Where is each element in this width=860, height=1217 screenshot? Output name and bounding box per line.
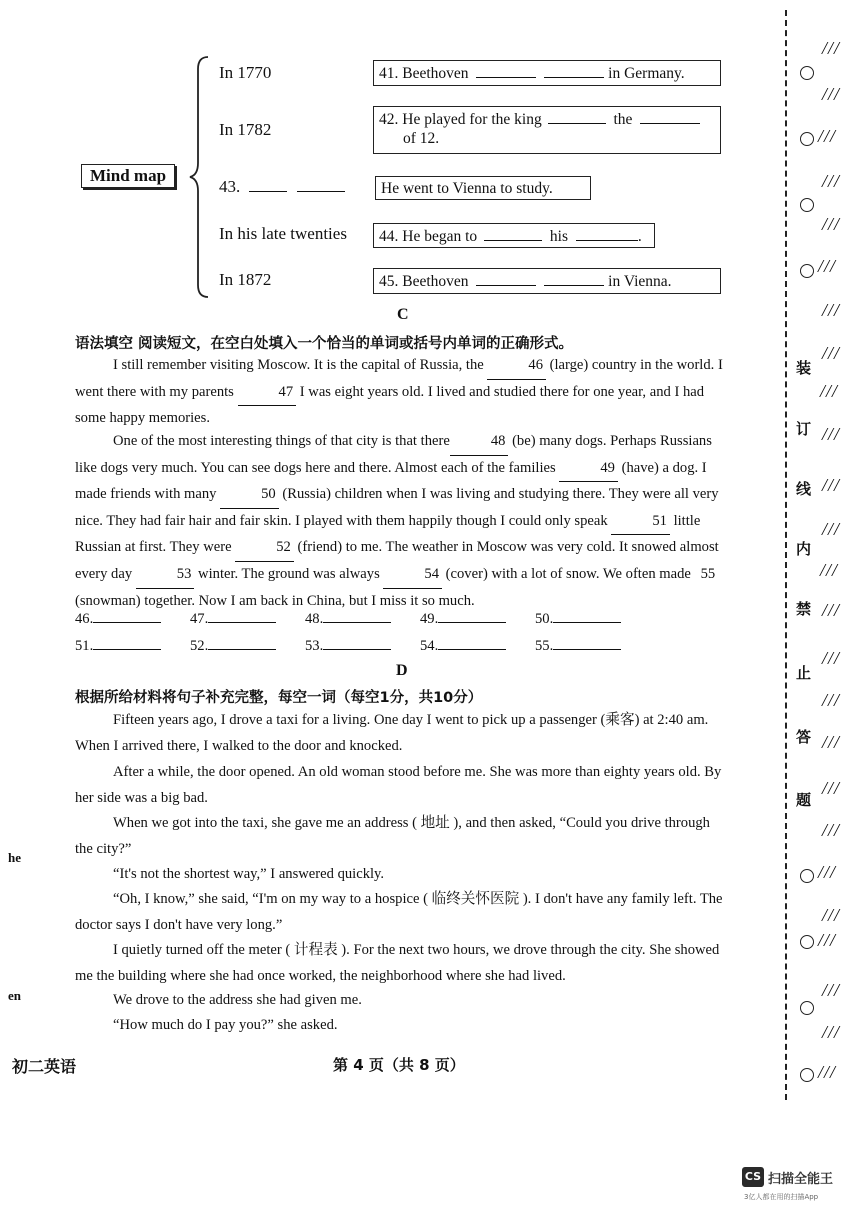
blank-51[interactable]: 51 — [611, 509, 670, 536]
box-text: 45. Beethoven — [379, 273, 469, 290]
hatch-mark: /// — [822, 648, 841, 668]
hatch-mark: /// — [822, 300, 841, 320]
blank-41a[interactable] — [476, 63, 536, 78]
hatch-mark: /// — [822, 778, 841, 798]
answer-52[interactable]: 52. — [190, 637, 305, 655]
mind-map-box-45 — [373, 268, 721, 294]
margin-char: 线 — [796, 480, 812, 498]
margin-char: 答 — [796, 728, 812, 746]
binding-hole-circle — [800, 132, 814, 146]
blank-43a[interactable] — [249, 177, 287, 192]
hatch-mark: /// — [822, 171, 841, 191]
box-text: 42. He played for the king — [379, 111, 542, 128]
blank-45b[interactable] — [544, 271, 604, 286]
binding-hole-circle — [800, 869, 814, 883]
hatch-mark: /// — [822, 820, 841, 840]
section-d-paragraph-3: When we got into the taxi, she gave me an address ( 地址 ), and then asked, “Could you drive through the city?” — [75, 815, 710, 857]
binding-hole-circle — [800, 66, 814, 80]
hatch-mark: /// — [822, 905, 841, 925]
blank-44b[interactable] — [576, 226, 638, 241]
blank-54[interactable]: 54 — [383, 562, 442, 589]
mind-map-box-44: 44. He began to his . — [373, 223, 655, 248]
edge-fragment: en — [8, 988, 21, 1003]
section-d-paragraph-2: After a while, the door opened. An old woman stood before me. She was more than eighty years old. By her side was a big bad. — [75, 764, 722, 806]
blank-42b[interactable] — [640, 109, 700, 124]
section-d-paragraph-6: I quietly turned off the meter ( 计程表 ). For the next two hours, we drove through the city. She showed me the building where she had once worked, the neighborhood where she had lived. — [75, 942, 720, 984]
margin-char: 内 — [796, 540, 812, 558]
mind-map-label: Mind map — [81, 164, 175, 188]
hatch-mark: /// — [822, 980, 841, 1000]
margin-char: 题 — [796, 791, 812, 809]
hatch-mark: /// — [818, 126, 837, 146]
binding-hole-circle — [800, 1068, 814, 1082]
box-text: in Germany. — [608, 65, 685, 82]
binding-line — [785, 10, 787, 1100]
mind-map-box-41 — [373, 60, 721, 86]
answer-53[interactable]: 53. — [305, 637, 420, 655]
blank-49[interactable]: 49 — [559, 456, 618, 483]
scanner-app-name: 扫描全能王 — [768, 1172, 834, 1187]
hatch-mark: /// — [820, 381, 839, 401]
box-text: his — [549, 228, 568, 245]
answer-51[interactable]: 51. — [75, 637, 190, 655]
hatch-mark: /// — [822, 475, 841, 495]
section-c-letter: C — [397, 306, 409, 323]
box-text: of 12. — [403, 130, 440, 147]
blank-52[interactable]: 52 — [235, 535, 294, 562]
section-c-instruction: 语法填空 阅读短文，在空白处填入一个恰当的单词或括号内单词的正确形式。 — [75, 336, 574, 352]
hatch-mark: /// — [822, 424, 841, 444]
section-d-instruction: 根据所给材料将句子补充完整，每空一词（每空1分，共10分） — [75, 690, 483, 706]
blank-50[interactable]: 50 — [220, 482, 279, 509]
section-d-paragraph-7: We drove to the address she had given me. — [113, 992, 362, 1008]
blank-47[interactable]: 47 — [238, 380, 297, 407]
mind-map-brace — [188, 55, 210, 300]
hatch-mark: /// — [822, 84, 841, 104]
hatch-mark: /// — [818, 862, 837, 882]
hatch-mark: /// — [822, 214, 841, 234]
hatch-mark: /// — [822, 519, 841, 539]
answer-48[interactable]: 48. — [305, 610, 420, 628]
section-d-paragraph-5: “Oh, I know,” she said, “I'm on my way to a hospice ( 临终关怀医院 ). I don't have any family left. The doctor says I don't have very long.” — [75, 891, 723, 933]
answer-47[interactable]: 47. — [190, 610, 305, 628]
hatch-mark: /// — [822, 600, 841, 620]
box-text: 41. Beethoven — [379, 65, 469, 82]
mind-map-time-4: In his late twenties — [219, 224, 347, 243]
section-d-letter: D — [396, 662, 408, 679]
blank-41b[interactable] — [544, 63, 604, 78]
hatch-mark: /// — [822, 690, 841, 710]
margin-char: 装 — [796, 359, 812, 377]
section-c-paragraph-1: I still remember visiting Moscow. It is the capital of Russia, the 46 (large) country in the world. I went there with my parents 47 I was eight years old. I lived and studied there for one year, and I had some happy memories. — [75, 353, 727, 432]
mind-map-time-1: In 1770 — [219, 63, 272, 82]
hatch-mark: /// — [820, 560, 839, 580]
answer-55[interactable]: 55. — [535, 637, 650, 655]
blank-43b[interactable] — [297, 177, 345, 192]
margin-char: 止 — [796, 664, 812, 682]
mind-map-box-42 — [373, 106, 721, 154]
edge-fragment: he — [8, 850, 21, 865]
answer-54[interactable]: 54. — [420, 637, 535, 655]
binding-hole-circle — [800, 198, 814, 212]
box-text: in Vienna. — [608, 273, 672, 290]
section-c-paragraph-2: One of the most interesting things of that city is that there 48 (be) many dogs. Perhaps Russians like dogs very much. You can see dogs here and there. Almost each of the families 49 (have) a dog. I made friends with many 50 (Russia) children when I was living and studying there. They were all very nice. They had fair hair and fair skin. I played with them happily though I could only speak 51 little Russian at first. They were 52 (friend) to me. The weather in Moscow was very cold. It snowed almost every day 53 winter. The ground was always 54 (cover) with a lot of snow. We often made 55 (snowman) together. Now I am back in China, but I miss it so much. — [75, 429, 727, 614]
binding-hole-circle — [800, 264, 814, 278]
mind-map-box-43 — [375, 176, 591, 200]
answer-46[interactable]: 46. — [75, 610, 190, 628]
margin-char: 禁 — [796, 600, 812, 618]
hatch-mark: /// — [818, 256, 837, 276]
blank-45a[interactable] — [476, 271, 536, 286]
footer-subject: 初二英语 — [12, 1057, 77, 1076]
blank-55[interactable]: 55 — [700, 565, 716, 582]
box-text: He went to Vienna to study. — [381, 180, 553, 197]
box-text: 44. He began to — [379, 228, 478, 245]
blank-42a[interactable] — [548, 109, 606, 124]
mind-map-time-2: In 1782 — [219, 120, 272, 139]
section-d-paragraph-1: Fifteen years ago, I drove a taxi for a living. One day I went to pick up a passenger (乘客) at 2:40 am. When I arrived there, I walked to the door and knocked. — [75, 712, 709, 754]
hatch-mark: /// — [818, 1062, 837, 1082]
section-d-paragraph-4: “It's not the shortest way,” I answered quickly. — [113, 866, 385, 882]
box-text: the — [613, 111, 633, 128]
margin-char: 订 — [796, 420, 812, 438]
binding-hole-circle — [800, 935, 814, 949]
binding-hole-circle — [800, 1001, 814, 1015]
answer-row-2 — [75, 637, 650, 655]
hatch-mark: /// — [822, 1022, 841, 1042]
mind-map-time-5: In 1872 — [219, 270, 272, 289]
answer-49[interactable]: 49. — [420, 610, 535, 628]
section-d-paragraph-8: “How much do I pay you?” she asked. — [113, 1017, 338, 1033]
blank-46[interactable]: 46 — [487, 353, 546, 380]
blank-53[interactable]: 53 — [136, 562, 195, 589]
footer-page-number: 第 4 页（共 8 页） — [333, 1056, 465, 1074]
scanner-logo-icon: CS — [742, 1167, 764, 1187]
hatch-mark: /// — [822, 343, 841, 363]
blank-48[interactable]: 48 — [450, 429, 509, 456]
hatch-mark: /// — [818, 930, 837, 950]
scanner-tagline: 3亿人都在用的扫描App — [744, 1193, 819, 1201]
answer-50[interactable]: 50. — [535, 610, 650, 628]
mind-map-time-3: 43. — [219, 177, 345, 197]
answer-row-1 — [75, 610, 650, 628]
hatch-mark: /// — [822, 732, 841, 752]
hatch-mark: /// — [822, 38, 841, 58]
blank-44a[interactable] — [484, 226, 542, 241]
